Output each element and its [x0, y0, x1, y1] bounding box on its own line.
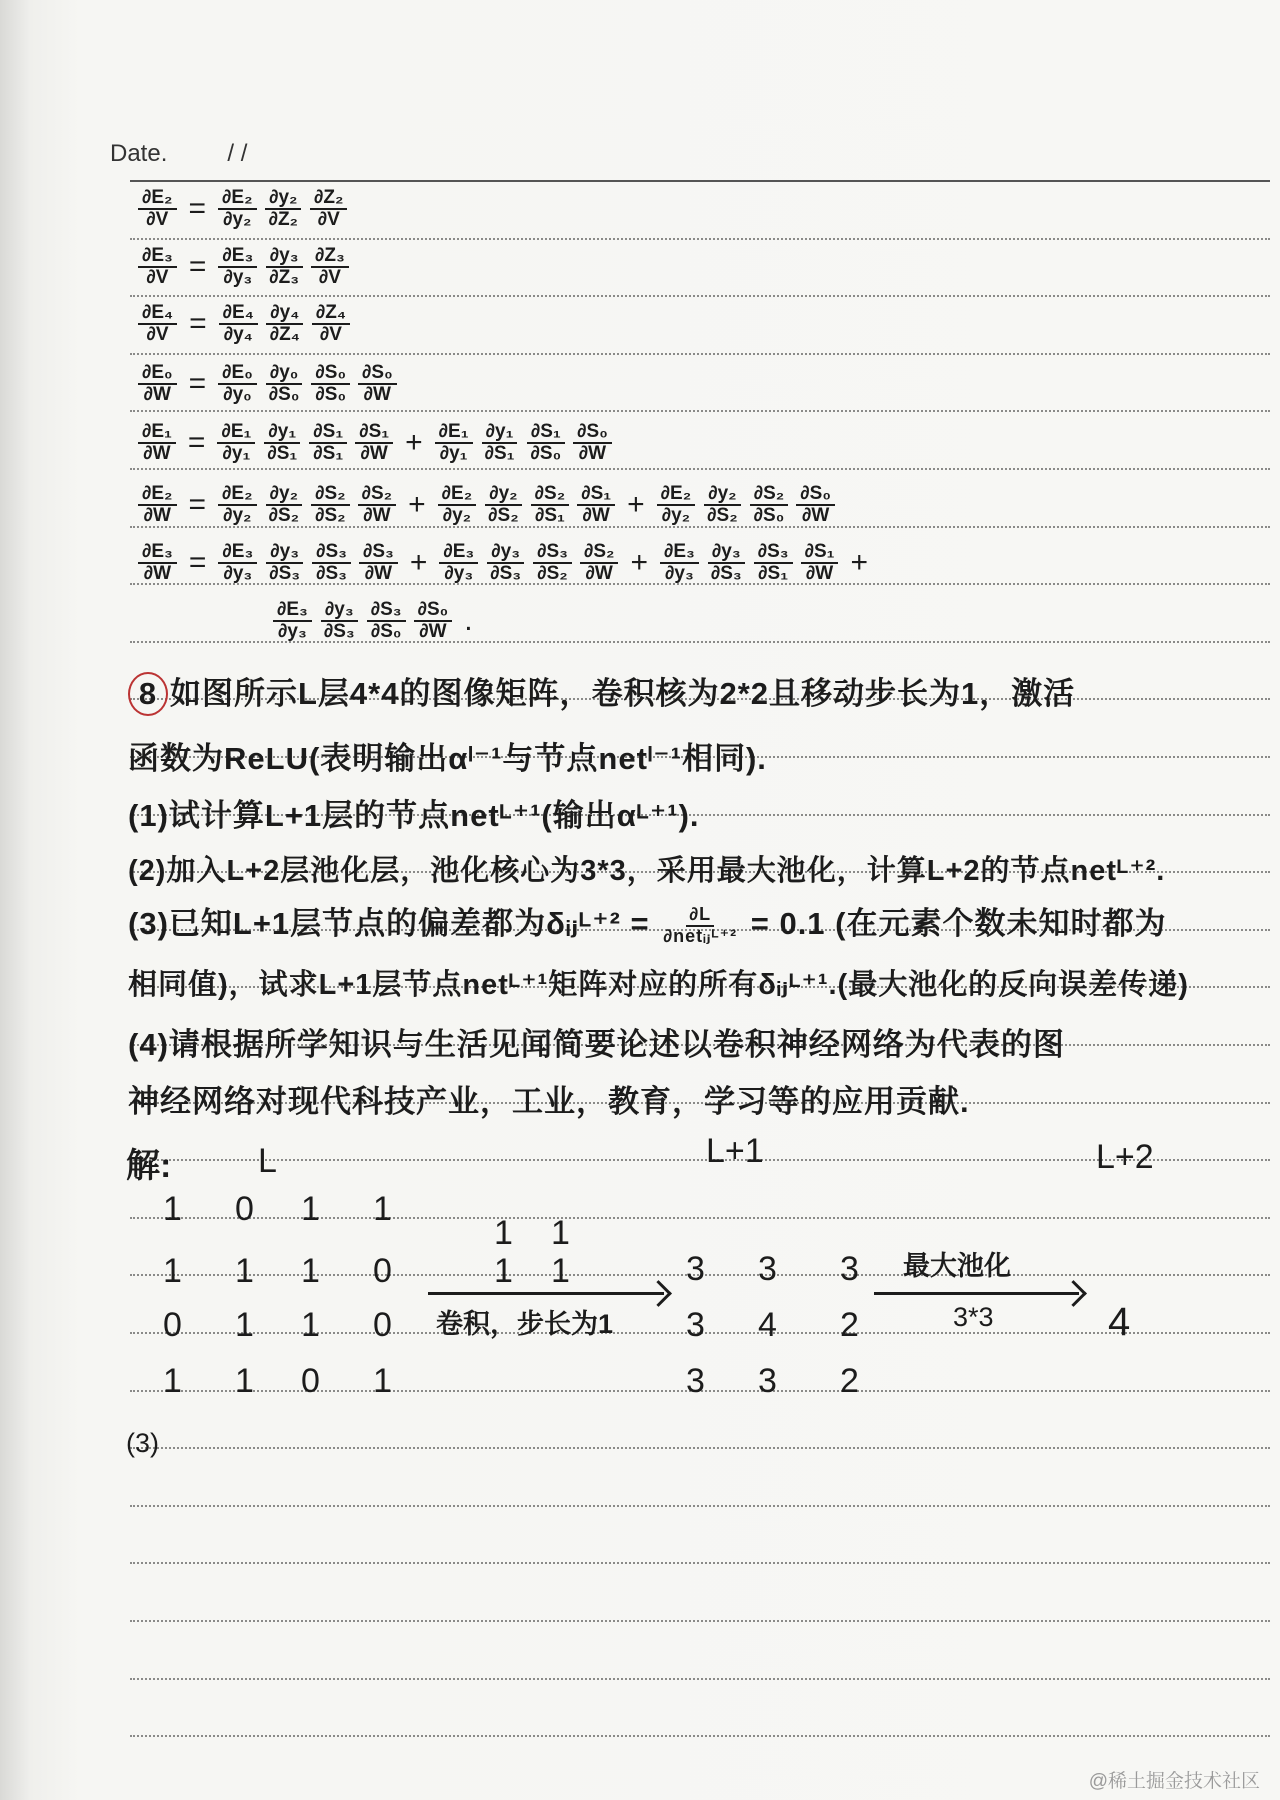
ruled-line: [130, 1620, 1270, 1622]
fraction-denominator: ∂V: [317, 208, 340, 230]
fraction-numerator: ∂y₃: [266, 246, 303, 268]
kernel-cell: 1: [494, 1214, 513, 1252]
fraction-numerator: ∂y₃: [708, 542, 745, 564]
partial-fraction: [359, 542, 398, 584]
ruled-line: [130, 1562, 1270, 1564]
partial-fraction: [265, 542, 304, 584]
partial-fraction: [265, 363, 304, 405]
fraction-numerator: ∂E₃: [660, 542, 699, 564]
problem-line-5: [128, 898, 1166, 947]
partial-fraction: [138, 484, 177, 526]
partial-fraction: [311, 246, 349, 288]
partial-fraction: [484, 484, 523, 526]
operator: =: [188, 545, 207, 579]
partial-fraction: [311, 484, 350, 526]
date-slashes: / /: [227, 140, 248, 167]
partial-fraction: [527, 422, 566, 464]
fraction-numerator: ∂E₂: [438, 484, 477, 506]
notebook-page: [18, 0, 1280, 1800]
conv-output-cell: 3: [686, 1306, 705, 1344]
fraction-numerator: ∂S₂: [358, 484, 397, 506]
fraction-numerator: ∂E₁: [435, 422, 473, 444]
partial-fraction: [312, 542, 351, 584]
operator: =: [188, 191, 207, 225]
conv-output-cell: 4: [758, 1306, 777, 1344]
input-matrix-cell: 0: [373, 1252, 392, 1290]
fraction-denominator: ∂S₂: [315, 504, 346, 526]
ruled-line: [130, 1505, 1270, 1507]
partial-fraction: [358, 363, 397, 405]
fraction-denominator: ∂W: [143, 504, 171, 526]
date-field: [110, 140, 247, 168]
partial-fraction: [573, 422, 612, 464]
watermark: @稀土掘金技术社区: [1088, 1771, 1260, 1792]
partial-fraction: [218, 542, 257, 584]
equation: [138, 363, 397, 405]
fraction-denominator: ∂y₁: [439, 442, 468, 464]
kernel-cell: 1: [494, 1252, 513, 1290]
problem-line-6: 相同值)，试求L+1层节点netᴸ⁺¹矩阵对应的所有δᵢⱼᴸ⁺¹.(最大池化的反向误差传递): [128, 969, 1189, 1001]
operator: =: [188, 249, 207, 283]
fraction-numerator: ∂E₂: [218, 188, 257, 210]
fraction-denominator: ∂V: [319, 323, 342, 345]
line5-post: = 0.1 (在元素个数未知时都为: [741, 906, 1167, 941]
problem-line-7: (4)请根据所学知识与生活见闻简要论述以卷积神经网络为代表的图: [128, 1027, 1065, 1062]
problem-line-3: (1)试计算L+1层的节点netᴸ⁺¹(输出αᴸ⁺¹).: [128, 798, 700, 833]
partial-fraction: [219, 303, 258, 345]
conv-output-cell: 2: [840, 1306, 859, 1344]
equation: [138, 542, 872, 584]
fraction-numerator: ∂S₃: [312, 542, 351, 564]
fraction-denominator: ∂W: [363, 504, 391, 526]
fraction-denominator: ∂W: [143, 383, 171, 405]
fraction-numerator: ∂Z₄: [312, 303, 350, 325]
fraction-denominator: ∂y₁: [222, 442, 251, 464]
partial-fraction: [663, 905, 737, 947]
fraction-denominator: ∂y₃: [223, 266, 253, 288]
fraction-numerator: ∂E₀: [218, 363, 257, 385]
equation: [138, 484, 835, 526]
solution-label: 解:: [126, 1147, 172, 1185]
partial-fraction: [265, 246, 303, 288]
fraction-numerator: ∂E₂: [138, 188, 177, 210]
fraction-denominator: ∂Z₂: [268, 208, 298, 230]
fraction-denominator: ∂S₂: [537, 562, 568, 584]
equation: [138, 303, 350, 345]
fraction-numerator: ∂S₂: [580, 542, 619, 564]
problem-line-2: 函数为ReLU(表明输出αˡ⁻¹与节点netˡ⁻¹相同).: [128, 741, 767, 776]
input-matrix-cell: 0: [163, 1306, 182, 1344]
fraction-numerator: ∂S₃: [367, 600, 406, 622]
partial-fraction: [273, 600, 312, 642]
fraction-numerator: ∂y₂: [485, 484, 521, 506]
partial-fraction: [796, 484, 835, 526]
fraction-numerator: ∂S₂: [531, 484, 570, 506]
fraction-denominator: ∂V: [146, 266, 169, 288]
partial-fraction: [138, 188, 177, 230]
operator: =: [187, 425, 206, 459]
conv-output-cell: 2: [840, 1362, 859, 1400]
partial-fraction: [265, 484, 304, 526]
partial-fraction: [481, 422, 519, 464]
equation: [138, 188, 347, 230]
fraction-denominator: ∂S₂: [488, 504, 519, 526]
fraction-denominator: ∂y₂: [442, 504, 472, 526]
partial-fraction: [367, 600, 406, 642]
fraction-numerator: ∂E₁: [138, 422, 176, 444]
fraction-numerator: ∂E₃: [138, 542, 177, 564]
partial-fraction: [580, 542, 619, 584]
input-matrix-cell: 1: [235, 1306, 254, 1344]
ruled-line: [130, 1735, 1270, 1737]
fraction-denominator: ∂W: [143, 442, 171, 464]
fraction-denominator: ∂S₀: [315, 383, 347, 405]
pool-size: 3*3: [953, 1302, 994, 1332]
fraction-numerator: ∂y₁: [264, 422, 300, 444]
kernel-cell: 1: [551, 1214, 570, 1252]
partial-fraction: [218, 363, 257, 405]
conv-output-cell: 3: [758, 1250, 777, 1288]
fraction-numerator: ∂S₃: [754, 542, 793, 564]
fraction-numerator: ∂S₃: [533, 542, 572, 564]
fraction-numerator: ∂S₀: [796, 484, 835, 506]
partial-fraction: [358, 484, 397, 526]
fraction-numerator: ∂y₁: [482, 422, 518, 444]
fraction-numerator: ∂Z₂: [310, 188, 347, 210]
equation: [138, 246, 349, 288]
fraction-numerator: ∂y₂: [265, 188, 301, 210]
partial-fraction: [311, 363, 350, 405]
ruled-line: [130, 353, 1270, 355]
operator: +: [850, 545, 869, 579]
partial-fraction: [801, 542, 839, 584]
problem-line-1: [128, 668, 1075, 716]
conv-arrow: [428, 1292, 664, 1295]
fraction-numerator: ∂S₁: [527, 422, 565, 444]
fraction-numerator: ∂y₄: [266, 303, 303, 325]
partial-fraction: [754, 542, 793, 584]
fraction-numerator: ∂E₀: [138, 363, 177, 385]
fraction-numerator: ∂S₀: [414, 600, 453, 622]
operator: =: [188, 487, 207, 521]
partial-fraction: [438, 484, 477, 526]
input-matrix-cell: 1: [235, 1362, 254, 1400]
date-label: Date.: [110, 140, 168, 167]
input-matrix-cell: 0: [373, 1306, 392, 1344]
fraction-numerator: ∂E₂: [657, 484, 696, 506]
fraction-denominator: ∂S₃: [323, 620, 355, 642]
fraction-denominator: ∂S₂: [268, 504, 300, 526]
fraction-denominator: ∂y₃: [223, 562, 253, 584]
kernel-cell: 1: [551, 1252, 570, 1290]
fraction-denominator: ∂Z₄: [269, 323, 300, 345]
partial-fraction: [312, 303, 350, 345]
fraction-numerator: ∂E₂: [218, 484, 257, 506]
fraction-denominator: ∂W: [363, 383, 391, 405]
fraction-numerator: ∂E₃: [218, 246, 257, 268]
fraction-denominator: ∂W: [360, 442, 388, 464]
fraction-denominator: ∂S₁: [267, 442, 298, 464]
fraction-numerator: ∂E₃: [439, 542, 478, 564]
fraction-numerator: ∂S₁: [355, 422, 393, 444]
input-matrix-cell: 1: [163, 1252, 182, 1290]
fraction-denominator: ∂y₀: [223, 383, 252, 405]
fraction-denominator: ∂S₁: [484, 442, 515, 464]
fraction-denominator: ∂S₀: [268, 383, 300, 405]
partial-fraction: [266, 303, 304, 345]
fraction-denominator: ∂W: [801, 504, 830, 526]
fraction-denominator: ∂y₃: [278, 620, 307, 642]
pool-arrow: [874, 1292, 1079, 1295]
input-matrix-cell: 1: [301, 1190, 320, 1228]
fraction-denominator: ∂y₂: [223, 208, 252, 230]
fraction-denominator: ∂Z₃: [269, 266, 300, 288]
conv-output-cell: 3: [840, 1250, 859, 1288]
partial-fraction: [309, 422, 347, 464]
ruled-line: [130, 468, 1270, 470]
conv-label: 卷积，步长为1: [436, 1309, 614, 1339]
ruled-line: [130, 410, 1270, 412]
ruled-line: [130, 238, 1270, 240]
operator: +: [409, 545, 428, 579]
fraction-denominator: ∂S₀: [370, 620, 402, 642]
problem-number: 8: [128, 672, 168, 716]
ruled-line: [130, 1447, 1270, 1449]
partial-fraction: [320, 600, 359, 642]
fraction-denominator: ∂S₃: [710, 562, 742, 584]
fraction-numerator: ∂y₃: [321, 600, 358, 622]
fraction-denominator: ∂netᵢⱼᴸ⁺²: [663, 925, 738, 946]
partial-fraction: [310, 188, 347, 230]
partial-fraction: [138, 542, 177, 584]
partial-fraction: [138, 246, 177, 288]
part-3-label: (3): [126, 1428, 159, 1458]
fraction-denominator: ∂W: [582, 504, 610, 526]
fraction-denominator: ∂W: [585, 562, 613, 584]
fraction-denominator: ∂y₄: [223, 323, 253, 345]
partial-fraction: [138, 422, 176, 464]
fraction-numerator: ∂E₃: [138, 246, 177, 268]
partial-fraction: [435, 422, 473, 464]
partial-fraction: [660, 542, 699, 584]
fraction-numerator: ∂E₄: [219, 303, 258, 325]
partial-fraction: [707, 542, 746, 584]
fraction-numerator: ∂Z₃: [311, 246, 349, 268]
input-matrix-cell: 1: [373, 1190, 392, 1228]
fraction-numerator: ∂S₁: [309, 422, 347, 444]
fraction-denominator: ∂V: [318, 266, 341, 288]
line5-pre: (3)已知L+1层节点的偏差都为δᵢⱼᴸ⁺² =: [128, 906, 660, 941]
input-matrix-cell: 1: [163, 1362, 182, 1400]
partial-fraction: [439, 542, 478, 584]
fraction-denominator: ∂y₃: [444, 562, 474, 584]
fraction-denominator: ∂V: [146, 208, 169, 230]
fraction-numerator: ∂E₃: [273, 600, 312, 622]
fraction-numerator: ∂E₄: [138, 303, 177, 325]
partial-fraction: [577, 484, 615, 526]
fraction-numerator: ∂S₂: [311, 484, 350, 506]
partial-fraction: [218, 188, 257, 230]
fraction-denominator: ∂S₃: [269, 562, 301, 584]
partial-fraction: [263, 422, 301, 464]
layer-label-l-plus-2: L+2: [1096, 1138, 1154, 1176]
operator: .: [464, 603, 473, 637]
partial-fraction: [265, 188, 302, 230]
fraction-denominator: ∂S₂: [707, 504, 738, 526]
ruled-line: [130, 526, 1270, 528]
partial-fraction: [531, 484, 570, 526]
pool-output: 4: [1108, 1300, 1131, 1344]
layer-label-l: L: [258, 1142, 277, 1180]
operator: =: [189, 306, 207, 340]
operator: +: [627, 487, 645, 521]
equation: [138, 422, 612, 464]
fraction-numerator: ∂S₃: [359, 542, 398, 564]
input-matrix-cell: 1: [235, 1252, 254, 1290]
pool-label: 最大池化: [903, 1251, 1011, 1281]
fraction-denominator: ∂S₀: [753, 504, 785, 526]
ruled-line: [130, 295, 1270, 297]
fraction-numerator: ∂S₁: [577, 484, 615, 506]
fraction-numerator: ∂y₃: [487, 542, 524, 564]
fraction-numerator: ∂S₀: [311, 363, 350, 385]
fraction-numerator: ∂S₂: [750, 484, 789, 506]
partial-fraction: [355, 422, 393, 464]
input-matrix-cell: 0: [235, 1190, 254, 1228]
partial-fraction: [138, 363, 177, 405]
operator: +: [630, 545, 648, 579]
fraction-denominator: ∂S₀: [530, 442, 562, 464]
conv-output-cell: 3: [686, 1250, 705, 1288]
fraction-denominator: ∂S₃: [490, 562, 522, 584]
fraction-numerator: ∂E₂: [138, 484, 177, 506]
fraction-denominator: ∂W: [805, 562, 834, 584]
problem-line-8: 神经网络对现代科技产业，工业，教育，学习等的应用贡献.: [128, 1084, 970, 1119]
fraction-numerator: ∂E₁: [217, 422, 255, 444]
conv-output-cell: 3: [758, 1362, 777, 1400]
fraction-numerator: ∂y₀: [266, 363, 303, 385]
partial-fraction: [218, 246, 257, 288]
fraction-numerator: ∂L: [686, 905, 714, 927]
fraction-denominator: ∂y₃: [665, 562, 694, 584]
fraction-denominator: ∂V: [146, 323, 169, 345]
conv-output-cell: 3: [686, 1362, 705, 1400]
input-matrix-cell: 1: [373, 1362, 392, 1400]
fraction-denominator: ∂W: [143, 562, 172, 584]
partial-fraction: [414, 600, 453, 642]
equation: [273, 600, 477, 642]
input-matrix-cell: 1: [301, 1252, 320, 1290]
partial-fraction: [138, 303, 177, 345]
fraction-numerator: ∂y₂: [704, 484, 740, 506]
fraction-numerator: ∂S₀: [358, 363, 397, 385]
fraction-denominator: ∂S₃: [316, 562, 347, 584]
ruled-line: [130, 180, 1270, 182]
partial-fraction: [657, 484, 696, 526]
fraction-numerator: ∂y₃: [266, 542, 303, 564]
fraction-denominator: ∂W: [419, 620, 447, 642]
fraction-denominator: ∂y₂: [223, 504, 252, 526]
partial-fraction: [750, 484, 789, 526]
operator: =: [188, 366, 207, 400]
problem-line-4: (2)加入L+2层池化层，池化核心为3*3，采用最大池化，计算L+2的节点netᴸ⁺².: [128, 855, 1166, 887]
fraction-denominator: ∂W: [364, 562, 393, 584]
fraction-denominator: ∂S₁: [534, 504, 565, 526]
input-matrix-cell: 1: [163, 1190, 182, 1228]
partial-fraction: [533, 542, 572, 584]
fraction-denominator: ∂S₁: [758, 562, 789, 584]
layer-label-l-plus-1: L+1: [706, 1132, 764, 1170]
fraction-denominator: ∂y₂: [661, 504, 691, 526]
partial-fraction: [486, 542, 525, 584]
problem-text: 如图所示L层4*4的图像矩阵，卷积核为2*2且移动步长为1，激活: [170, 676, 1076, 711]
ruled-line: [130, 1678, 1270, 1680]
partial-fraction: [703, 484, 742, 526]
input-matrix-cell: 0: [301, 1362, 320, 1400]
operator: +: [405, 425, 423, 459]
partial-fraction: [217, 422, 255, 464]
operator: +: [408, 487, 426, 521]
partial-fraction: [218, 484, 257, 526]
input-matrix-cell: 1: [301, 1306, 320, 1344]
fraction-denominator: ∂W: [578, 442, 607, 464]
fraction-numerator: ∂S₁: [801, 542, 839, 564]
fraction-denominator: ∂S₁: [313, 442, 344, 464]
fraction-numerator: ∂E₃: [218, 542, 257, 564]
fraction-numerator: ∂S₀: [573, 422, 612, 444]
fraction-numerator: ∂y₂: [266, 484, 302, 506]
